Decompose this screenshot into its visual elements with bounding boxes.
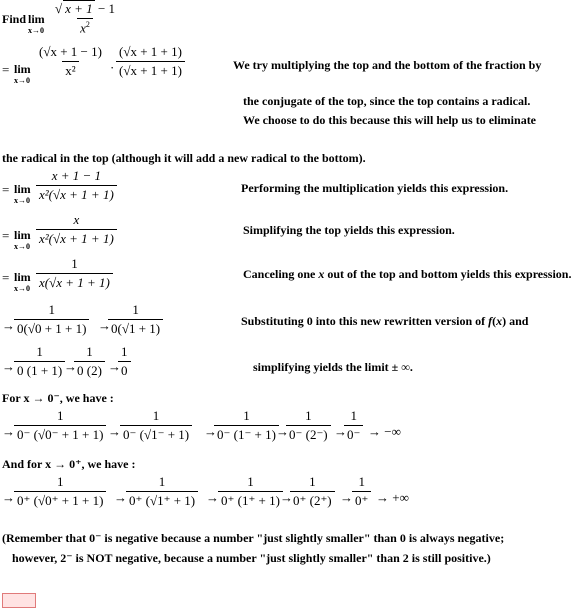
left-arrow-2: → bbox=[204, 424, 217, 439]
right-den-1: 0⁺ (√0⁺ + 1 + 1) bbox=[14, 491, 106, 509]
lim-subscript: x→0 bbox=[28, 26, 44, 35]
step5-fraction2 bbox=[108, 302, 163, 337]
header-radicand: x + 1 bbox=[65, 1, 93, 16]
step1-f1-den: x² bbox=[62, 61, 78, 79]
note-8-f: f bbox=[488, 314, 493, 328]
note-8c: ( bbox=[492, 314, 497, 328]
note-1: We try multiplying the top and the bottom of the fraction by bbox=[233, 58, 542, 72]
right-num-3: 1 bbox=[247, 474, 254, 489]
step5-arrow-2: → bbox=[98, 318, 111, 333]
left-num-3: 1 bbox=[243, 408, 250, 423]
step1-fraction2 bbox=[116, 44, 185, 79]
step4-fraction bbox=[36, 256, 113, 291]
note-9: simplifying yields the limit ± ∞. bbox=[253, 360, 413, 374]
left-num-4: 1 bbox=[305, 408, 312, 423]
left-num-5: 1 bbox=[350, 408, 357, 423]
note-7c: out of the top and bottom yields this expression. bbox=[324, 267, 572, 281]
note-8-x: x bbox=[496, 314, 503, 328]
right-num-2: 1 bbox=[158, 474, 166, 489]
step4-eq: = bbox=[2, 270, 10, 285]
left-den-4: 0⁻ (2⁻) bbox=[286, 425, 331, 443]
step3-num: x bbox=[73, 212, 80, 227]
right-den-2: 0⁺ (√1⁺ + 1) bbox=[126, 491, 198, 509]
header-fraction: $\frac{√ x + 1 - 1}{x^2}$ bbox=[55, 1, 116, 36]
note-7 bbox=[243, 267, 571, 282]
note-8e: ) and bbox=[502, 314, 529, 328]
right-num-4: 1 bbox=[309, 474, 316, 489]
step2-num: x + 1 − 1 bbox=[51, 168, 102, 183]
step5-num1: 1 bbox=[48, 302, 55, 317]
right-chain bbox=[0, 474, 577, 522]
right-num-5: 1 bbox=[358, 474, 365, 489]
header-den-power: 2 bbox=[85, 20, 90, 29]
step1-dot: · bbox=[110, 60, 115, 75]
step1-f2-den: (√x + 1 + 1) bbox=[116, 61, 185, 79]
right-arrow-0: → bbox=[2, 490, 15, 505]
remark-line-2: however, 2⁻ is NOT negative, because a number "just slightly smaller" than 2 is still positive.) bbox=[12, 551, 491, 565]
left-heading: For x → 0⁻, we have : bbox=[2, 391, 114, 405]
note-2: the conjugate of the top, since the top contains a radical. bbox=[243, 94, 531, 108]
step3-lim: lim bbox=[14, 228, 31, 242]
note-4: the radical in the top (although it will add a new radical to the bottom). bbox=[2, 151, 366, 165]
note-3: We choose to do this because this will help us to eliminate bbox=[243, 113, 537, 127]
step2-lim-sub: x→0 bbox=[14, 196, 30, 205]
step6-den1: 0 (1 + 1) bbox=[14, 361, 65, 379]
step3-lim-sub: x→0 bbox=[14, 242, 30, 251]
left-num-1: 1 bbox=[56, 408, 64, 423]
right-arrow-3: → bbox=[280, 490, 293, 505]
step5-den1: 0(√0 + 1 + 1) bbox=[14, 319, 89, 337]
step2-eq: = bbox=[2, 182, 10, 197]
step4-den: x(√x + 1 + 1) bbox=[36, 273, 113, 291]
note-6: Simplifying the top yields this expression. bbox=[243, 223, 455, 237]
left-den-1: 0⁻ (√0⁻ + 1 + 1) bbox=[14, 425, 106, 443]
note-8a: Substituting 0 into this new rewritten version of bbox=[241, 314, 489, 328]
find-label: Find bbox=[2, 12, 27, 26]
left-result: → −∞ bbox=[368, 424, 401, 439]
step6-arrow: → bbox=[2, 359, 15, 374]
step6-den3: 0 bbox=[118, 361, 131, 379]
lim-label: lim bbox=[28, 12, 45, 26]
step3-fraction bbox=[36, 212, 117, 247]
right-arrow-1: → bbox=[114, 490, 127, 505]
step6-fraction1 bbox=[14, 344, 65, 379]
step2-fraction bbox=[36, 168, 117, 203]
step1-lim: lim bbox=[14, 62, 31, 76]
right-den-5: 0⁺ bbox=[352, 491, 371, 509]
right-den-4: 0⁺ (2⁺) bbox=[290, 491, 335, 509]
step4-lim-sub: x→0 bbox=[14, 284, 30, 293]
header-den: x bbox=[80, 20, 86, 36]
step5-den2: 0(√1 + 1) bbox=[108, 319, 163, 337]
step5-fraction1 bbox=[14, 302, 89, 337]
note-5: Performing the multiplication yields this expression. bbox=[241, 181, 509, 195]
left-arrow-4: → bbox=[334, 424, 347, 439]
step1-lim-sub: x→0 bbox=[14, 76, 30, 85]
step3-eq: = bbox=[2, 228, 10, 243]
header-num-tail: − 1 bbox=[94, 1, 116, 16]
step4-lim: lim bbox=[14, 270, 31, 284]
left-chain bbox=[0, 408, 577, 452]
step6-num2: 1 bbox=[86, 344, 93, 359]
left-arrow-1: → bbox=[108, 424, 121, 439]
step3-den: x²(√x + 1 + 1) bbox=[36, 229, 117, 247]
step1-eq: = bbox=[2, 62, 10, 77]
note-7a: Canceling one bbox=[243, 267, 319, 281]
left-arrow-3: → bbox=[276, 424, 289, 439]
left-num-2: 1 bbox=[152, 408, 160, 423]
step5-num2: 1 bbox=[132, 302, 139, 317]
step6-num3: 1 bbox=[121, 344, 128, 359]
step6-fraction2 bbox=[74, 344, 105, 379]
left-arrow-0: → bbox=[2, 424, 15, 439]
remark-line-1: (Remember that 0⁻ is negative because a number "just slightly smaller" than 0 is always negative; bbox=[2, 531, 505, 545]
step2-den: x²(√x + 1 + 1) bbox=[36, 185, 117, 203]
step5-arrow: → bbox=[2, 318, 15, 333]
step1-fraction1 bbox=[36, 44, 105, 79]
step6-num1: 1 bbox=[36, 344, 43, 359]
pink-input-box[interactable] bbox=[2, 593, 36, 608]
step2-lim: lim bbox=[14, 182, 31, 196]
step1-f2-num: (√x + 1 + 1) bbox=[119, 44, 182, 59]
right-result: → +∞ bbox=[376, 490, 409, 505]
right-arrow-4: → bbox=[340, 490, 353, 505]
note-8 bbox=[241, 314, 528, 329]
step1-f1-num: (√x + 1 − 1) bbox=[39, 44, 102, 59]
right-heading: And for x → 0⁺, we have : bbox=[2, 457, 136, 471]
left-den-5: 0⁻ bbox=[344, 425, 363, 443]
right-num-1: 1 bbox=[56, 474, 64, 489]
right-arrow-2: → bbox=[206, 490, 219, 505]
left-den-2: 0⁻ (√1⁻ + 1) bbox=[120, 425, 192, 443]
step6-den2: 0 (2) bbox=[74, 361, 105, 379]
right-den-3: 0⁺ (1⁺ + 1) bbox=[218, 491, 283, 509]
step6-arrow-2: → bbox=[64, 359, 77, 374]
step4-num: 1 bbox=[71, 256, 78, 271]
note-7-x: x bbox=[318, 267, 325, 281]
step6-fraction3 bbox=[118, 344, 131, 379]
step6-arrow-3: → bbox=[108, 359, 121, 374]
left-den-3: 0⁻ (1⁻ + 1) bbox=[214, 425, 279, 443]
